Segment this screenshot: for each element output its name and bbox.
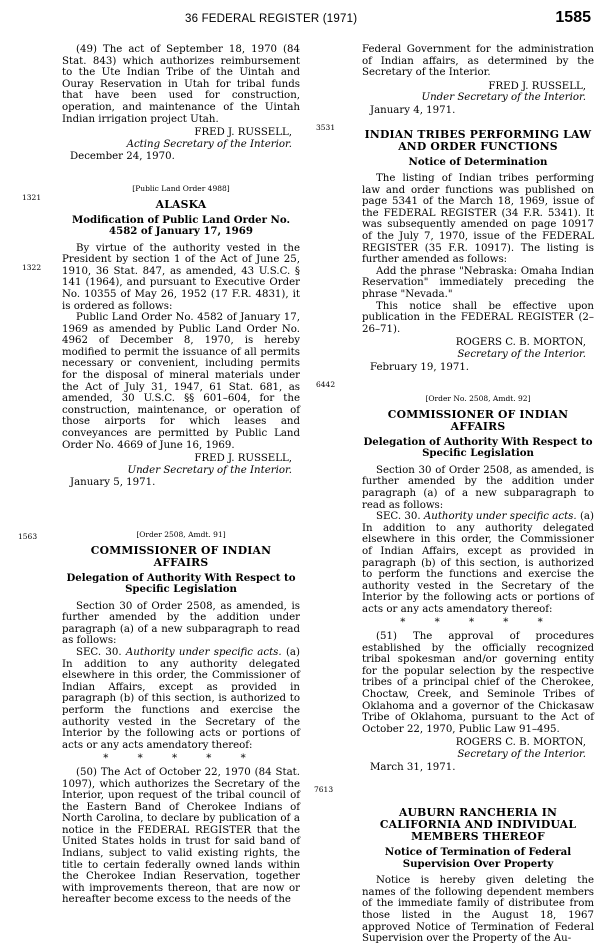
page-header <box>0 9 603 35</box>
signer-title: Under Secretary of the Interior. <box>421 92 586 104</box>
section-heading: INDIAN TRIBES PERFORMING LAW AND ORDER FUNCTIONS <box>364 127 592 153</box>
signature-block <box>362 337 586 360</box>
signer-name: ROGERS C. B. MORTON, <box>455 337 586 349</box>
section-subheading: Notice of Termination of Federal Supervision Over Property <box>384 846 572 870</box>
ellipsis-stars: * * * * * <box>103 753 259 765</box>
document-number: [Order 2508, Amdt. 91] <box>136 530 226 539</box>
margin-note: 1322 <box>22 263 42 272</box>
paragraph: Public Land Order No. 4582 of January 17, 1969 as amended by Public Land Order No. 4962 of December 8, 1970, is hereby modified to permit the issuance of all permits necessary or convenient, including permits for the disposal of mineral materials under the Act of July 31, 1947, 61 Stat. 681, as amended, 30 U.S.C. §§ 601–604, for the construction, maintenance, or operation of those airports for which leases and conveyances are permitted by Public Land Order No. 4669 of June 16, 1969. <box>62 312 300 451</box>
document-date: January 5, 1971. <box>70 477 156 489</box>
page-number: 1585 <box>555 9 591 26</box>
signature-block <box>62 453 292 476</box>
section-label: SEC. 30. <box>76 646 122 658</box>
signer-title: Secretary of the Interior. <box>457 749 586 760</box>
section-heading: COMMISSIONER OF INDIAN AFFAIRS <box>387 407 569 433</box>
paragraph-item-49: (49) The act of September 18, 1970 (84 Stat. 843) which authorizes reimbursement to the Ute Indian Tribe of the Uintah and Ouray Reservation in Utah for tribal funds that have been used for construction, operation, and maintenance of the Uintah Indian irrigation project Utah. <box>62 44 300 125</box>
signature-block <box>362 737 586 760</box>
margin-note: 1563 <box>18 532 38 541</box>
paragraph: The listing of Indian tribes performing law and order functions was published on page 5341 of the March 18, 1969, issue of the FEDERAL REGISTER (34 F.R. 5341). It was subsequently amended on page 10917 of the July 7, 1970, issue of the FEDERAL REGISTER (35 F.R. 10917). The listing is further amended as follows: <box>362 173 594 266</box>
margin-note: 3531 <box>316 123 336 132</box>
signer-title: Acting Secretary of the Interior. <box>126 138 292 150</box>
section-label: SEC. 30. <box>376 511 421 523</box>
paragraph: Add the phrase "Nebraska: Omaha Indian Reservation" immediately preceding the phrase "Nevada." <box>362 265 594 300</box>
signer-name: ROGERS C. B. MORTON, <box>455 737 586 749</box>
left-column <box>62 44 300 906</box>
section-subheading: Modification of Public Land Order No. 4582 of January 17, 1969 <box>71 213 291 238</box>
section-30-paragraph <box>62 647 300 751</box>
paragraph: Section 30 of Order 2508, as amended, is further amended by the addition under paragraph (a) of a new subparagraph to read as follows: <box>62 600 300 647</box>
signature-block <box>362 81 586 104</box>
margin-note: 1321 <box>22 193 42 202</box>
paragraph-item-51: (51) The approval of procedures established by the officially recognized tribal spokesman and/or governing entity for the popular selection by the respective tribes of a principal chief of the Cherokee, Choctaw, Creek, and Seminole Tribes of Oklahoma and a governor of the Chickasaw Tribe of Oklahoma, pursuant to the Act of October 22, 1970, Public Law 91–495. <box>362 631 594 735</box>
paragraph: Notice is hereby given deleting the names of the following dependent members of the immediate family of distributee from those listed in the August 18, 1967 approved Notice of Termination of Federal Supervision over the Property of the Au- <box>362 875 594 945</box>
section-subheading: Notice of Determination <box>408 155 548 168</box>
signature-block <box>62 127 292 150</box>
paragraph: This notice shall be effective upon publication in the FEDERAL REGISTER (2–26–71). <box>362 300 594 335</box>
signer-title: Secretary of the Interior. <box>457 348 586 360</box>
document-number: [Order No. 2508, Amdt. 92] <box>425 394 531 404</box>
section-subheading: Delegation of Authority With Respect to Specific Legislation <box>363 435 593 460</box>
signer-name: FRED J. RUSSELL, <box>194 127 292 139</box>
section-heading: AUBURN RANCHERIA IN CALIFORNIA AND INDIVIDUAL MEMBERS THEREOF <box>379 806 577 844</box>
section-text: (a) In addition to any authority delegated elsewhere in this order, the Commissioner of Indian Affairs, except as provided in paragraph (b) of this section, is authorized to perform the functions and exercise the authority vested in the Secretary of the Interior by the following acts or portions of acts or any acts amendatory thereof: <box>62 646 300 751</box>
paragraph-continuation: Federal Government for the administration of Indian affairs, as determined by the Secretary of the Interior. <box>362 44 594 79</box>
signer-name: FRED J. RUSSELL, <box>194 453 292 465</box>
document-date: January 4, 1971. <box>370 104 456 116</box>
document-date: December 24, 1970. <box>70 151 175 163</box>
right-column <box>362 44 594 945</box>
signer-title: Under Secretary of the Interior. <box>127 464 292 476</box>
section-subheading: Delegation of Authority With Respect to Specific Legislation <box>66 571 296 596</box>
paragraph-item-50: (50) The Act of October 22, 1970 (84 Stat. 1097), which authorizes the Secretary of the Interior, upon request of the tribal council of the Eastern Band of Cherokee Indians of North Carolina, to declare by publication of a notice in the FEDERAL REGISTER that the United States holds in trust for said band of Indians, subject to valid existing rights, the title to certain federally owned lands within the Cherokee Indian Reservation, together with improvements thereon, that are now or hereafter become excess to the needs of the <box>62 766 300 906</box>
section-heading: COMMISSIONER OF INDIAN AFFAIRS <box>90 543 272 569</box>
signer-name: FRED J. RUSSELL, <box>488 80 586 92</box>
ellipsis-stars: * * * * * <box>400 617 556 629</box>
document-date: February 19, 1971. <box>370 361 470 373</box>
document-date: March 31, 1971. <box>370 761 456 773</box>
section-heading: ALASKA <box>155 197 207 211</box>
margin-note: 7613 <box>314 785 334 794</box>
document-number: [Public Land Order 4988] <box>132 183 230 193</box>
paragraph: By virtue of the authority vested in the President by section 1 of the Act of June 25, 1910, 36 Stat. 847, as amended, 43 U.S.C. § 141 (1964), and pursuant to Executive Order No. 10355 of May 26, 1952 (17 F.R. 4831), it is ordered as follows: <box>62 242 300 312</box>
section-text: (a) In addition to any authority delegated elsewhere in this order, the Commissioner of Indian Affairs, except as provided in paragraph (b) of this section, is authorized to perform the functions and exercise the authority vested in the Secretary of the Interior by the following acts or portions of acts or any acts amendatory thereof: <box>362 511 594 615</box>
section-30-paragraph <box>362 511 594 615</box>
margin-note: 6442 <box>316 380 336 389</box>
section-caption: Authority under specific acts. <box>125 646 282 658</box>
running-title: 36 FEDERAL REGISTER (1971) <box>185 13 358 25</box>
paragraph: Section 30 of Order 2508, as amended, is further amended by the addition under paragraph (a) of a new subparagraph to read as follows: <box>362 464 594 511</box>
section-caption: Authority under specific acts. <box>423 511 577 523</box>
